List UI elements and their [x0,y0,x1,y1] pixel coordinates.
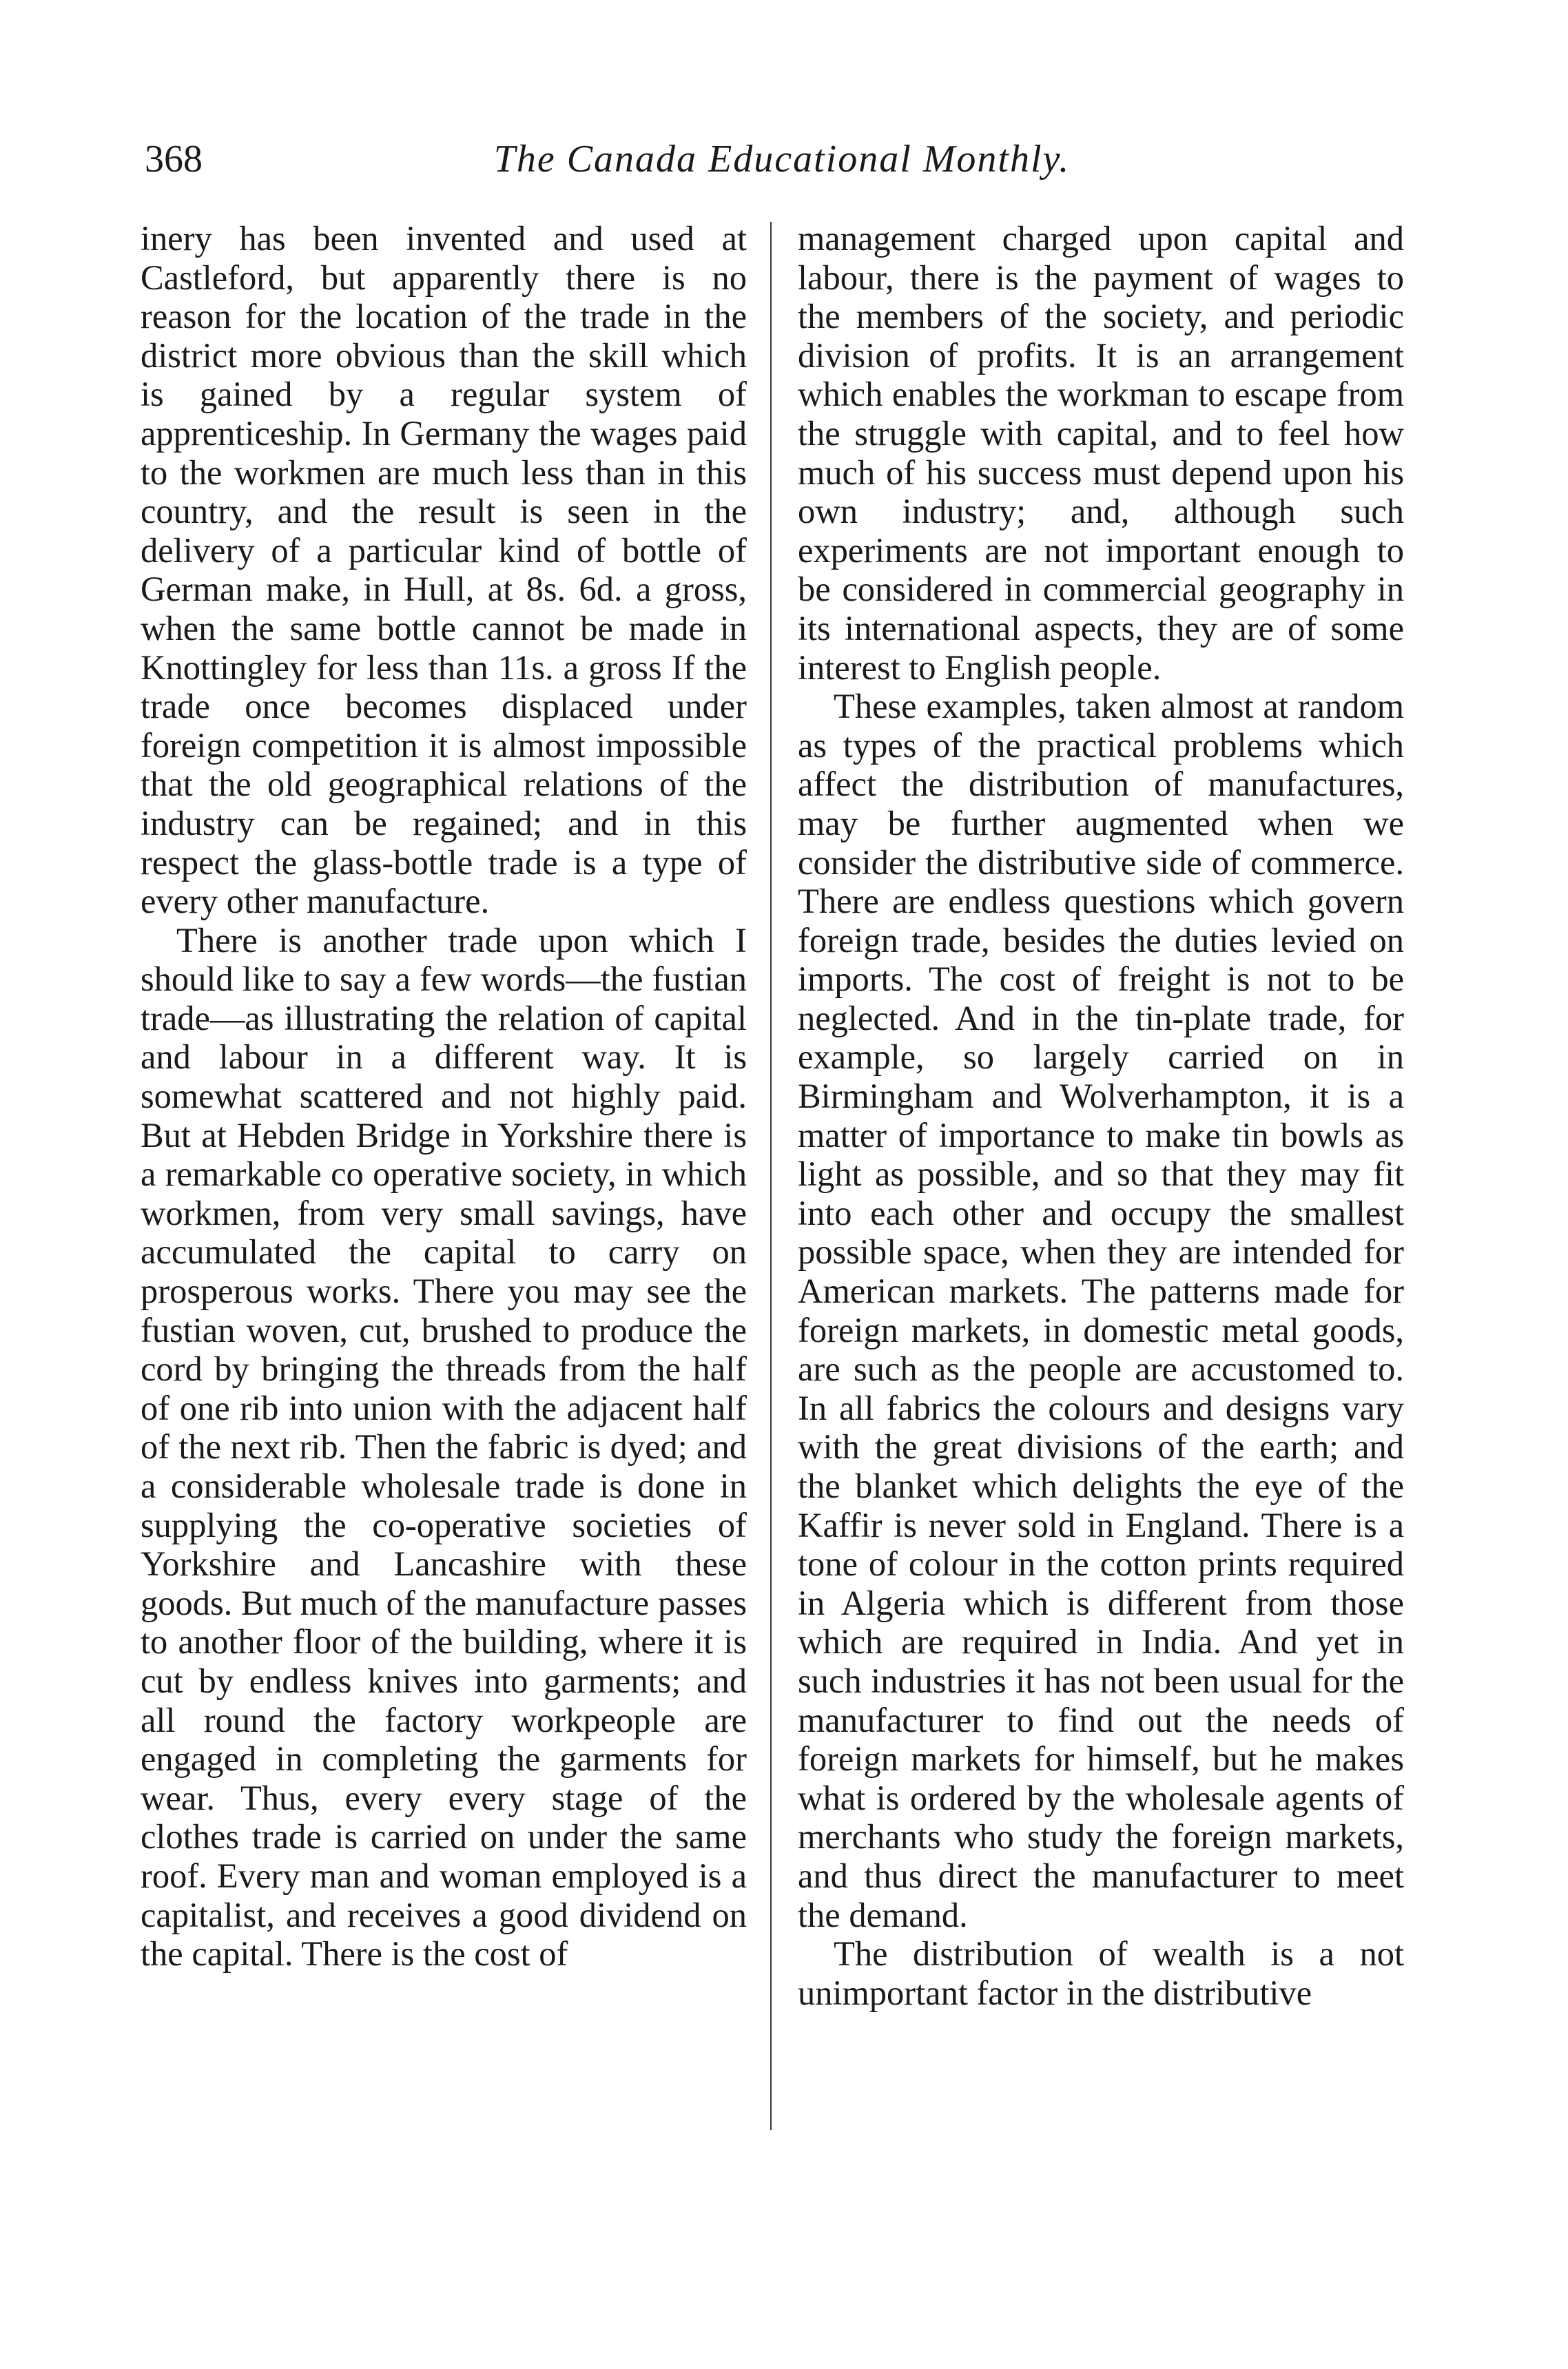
right-column [798,219,1404,2012]
paragraph: These examples, taken almost at random as types of the practical problems which affect the distribution of manufactures, may be further augmented when we consider the distributive side of commerce. There are endless questions which govern foreign trade, besides the duties levied on imports. The cost of freight is not to be neglected. And in the tin-plate trade, for example, so largely carried on in Birmingham and Wolverhampton, it is a matter of importance to make tin bowls as light as possible, and so that they may fit into each other and occupy the smallest possible space, when they are intended for American markets. The patterns made for foreign markets, in domestic metal goods, are such as the people are accustomed to. In all fabrics the colours and designs vary with the great divisions of the earth; and the blanket which delights the eye of the Kaffir is never sold in England. There is a tone of colour in the cotton prints required in Algeria which is different from those which are required in India. And yet in such industries it has not been usual for the manufacturer to find out the needs of foreign markets for himself, but he makes what is ordered by the wholesale agents of merchants who study the foreign markets, and thus direct the manufacturer to meet the demand. [798,687,1404,1934]
paragraph: There is another trade upon which I should like to say a few words—the fustian trade—as illustrating the relation of capital and labour in a different way. It is somewhat scattered and not highly paid. But at Hebden Bridge in Yorkshire there is a remarkable co operative society, in which workmen, from very small savings, have accumulated the capital to carry on prosperous works. There you may see the fustian woven, cut, brushed to produce the cord by bringing the threads from the half of one rib into union with the adjacent half of the next rib. Then the fabric is dyed; and a considerable wholesale trade is done in supplying the co-operative societies of Yorkshire and Lancashire with these goods. But much of the manufacture passes to another floor of the building, where it is cut by endless knives into garments; and all round the factory workpeople are engaged in completing the garments for wear. Thus, every every stage of the clothes trade is carried on under the same roof. Every man and woman employed is a capitalist, and receives a good dividend on the capital. There is the cost of [141,920,747,1974]
page-number: 368 [145,138,203,180]
page-header [145,134,1419,196]
column-divider [770,222,772,2130]
left-column [141,219,747,1974]
running-title: The Canada Educational Monthly. [493,138,1071,180]
paragraph: inery has been invented and used at Castleford, but apparently there is no reason for the location of the trade in the district more obvious than the skill which is gained by a regular system of apprenticeship. In Germany the wages paid to the workmen are much less than in this country, and the result is seen in the delivery of a particular kind of bottle of German make, in Hull, at 8s. 6d. a gross, when the same bottle cannot be made in Knottingley for less than 11s. a gross If the trade once becomes displaced under foreign competition it is almost impossible that the old geographical relations of the industry can be regained; and in this respect the glass-bottle trade is a type of every other manufacture. [141,219,747,921]
paragraph: The distribution of wealth is a not unimportant factor in the distributive [798,1934,1404,2012]
paragraph: management charged upon capital and labour, there is the payment of wages to the members of the society, and periodic division of profits. It is an arrangement which enables the workman to escape from the struggle with capital, and to feel how much of his success must depend upon his own industry; and, although such experiments are not important enough to be considered in commercial geography in its international aspects, they are of some interest to English people. [798,219,1404,687]
